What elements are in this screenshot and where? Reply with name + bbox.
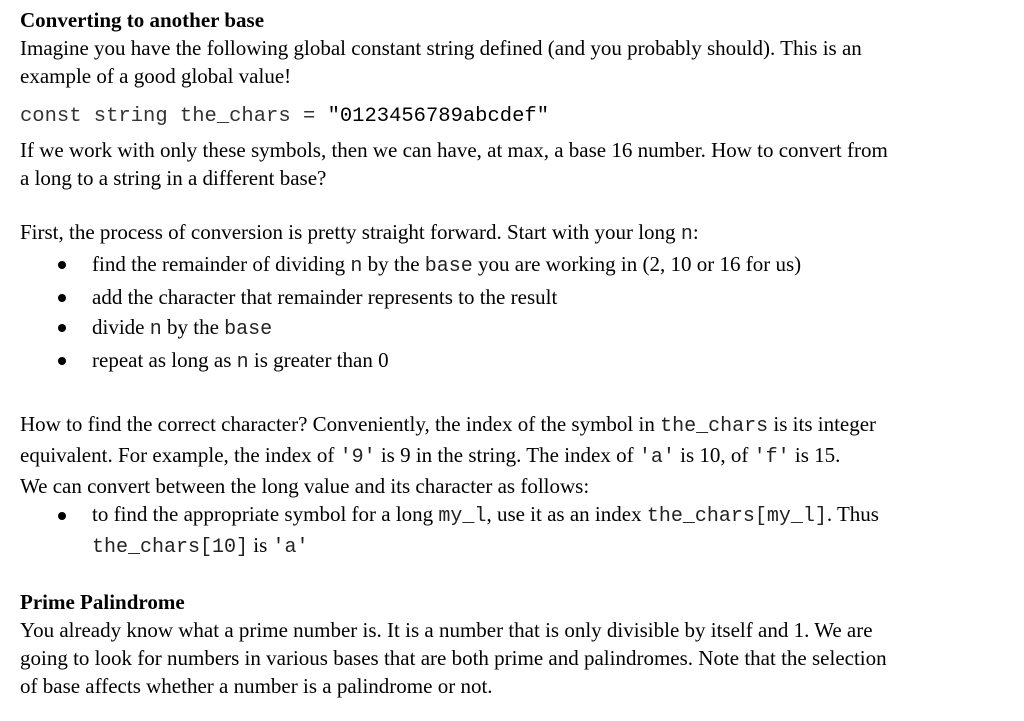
step-code: n xyxy=(236,351,249,374)
list-item xyxy=(20,312,1010,345)
paragraph-text: equivalent. For example, the index of xyxy=(20,443,335,467)
paragraph-text: is its integer xyxy=(773,412,877,436)
find-char-line-3: We can convert between the long value and its character as follows: xyxy=(20,474,590,498)
bullet-dot xyxy=(58,357,66,365)
step-text: find the remainder of dividing xyxy=(92,252,346,276)
step-code: n xyxy=(350,255,363,278)
prime-body-line-1: You already know what a prime number is. It is a number that is only divisible by itself and 1. We are xyxy=(20,618,873,642)
step-text: add the character that remainder represents to the result xyxy=(92,285,558,309)
conversion-steps-list xyxy=(20,249,1010,378)
step-code: base xyxy=(224,318,273,341)
code-declaration-keyword: const string the_chars = xyxy=(20,105,316,128)
list-item xyxy=(20,249,1010,282)
list-item xyxy=(20,345,1010,378)
step-text: repeat as long as xyxy=(92,348,232,372)
tip-text: to find the appropriate symbol for a long xyxy=(92,502,434,526)
bullet-dot xyxy=(58,512,66,520)
paragraph-text: is 15. xyxy=(794,443,841,467)
find-char-line-1 xyxy=(20,410,1010,441)
inline-code: the_chars[10] xyxy=(92,536,249,559)
tip-text: . Thus xyxy=(826,502,879,526)
tip-list xyxy=(20,500,1010,562)
code-declaration-literal: "0123456789abcdef" xyxy=(327,105,549,128)
inline-code: 'f' xyxy=(753,446,790,469)
step-code: base xyxy=(424,255,473,278)
intro-line-2: example of a good global value! xyxy=(20,64,292,88)
tip-text: is xyxy=(253,533,268,557)
process-intro-colon: : xyxy=(692,220,699,244)
inline-code: the_chars xyxy=(660,415,769,438)
document-page xyxy=(20,6,1010,700)
bullet-dot xyxy=(58,324,66,332)
section-heading-prime-palindrome: Prime Palindrome xyxy=(20,590,185,614)
list-item xyxy=(20,500,1010,531)
inline-code: '9' xyxy=(339,446,376,469)
inline-code: 'a' xyxy=(272,536,309,559)
step-text: by the xyxy=(167,315,219,339)
step-text: divide xyxy=(92,315,145,339)
prime-body-line-2: going to look for numbers in various bases that are both prime and palindromes. Note that the selection xyxy=(20,646,887,670)
tip-text: , use it as an index xyxy=(486,502,642,526)
process-intro-text: First, the process of conversion is pretty straight forward. Start with your long xyxy=(20,220,676,244)
inline-code: the_chars[my_l] xyxy=(646,505,827,528)
bullet-dot xyxy=(58,261,66,269)
section-heading-converting: Converting to another base xyxy=(20,8,265,32)
list-item-continuation xyxy=(20,531,1010,562)
step-text: by the xyxy=(367,252,420,276)
code-declaration xyxy=(20,103,1010,131)
inline-code: my_l xyxy=(438,505,487,528)
prime-body-line-3: of base affects whether a number is a palindrome or not. xyxy=(20,674,493,698)
inline-code: 'a' xyxy=(638,446,675,469)
intro-line-1: Imagine you have the following global constant string defined (and you probably should). This is an xyxy=(20,36,862,60)
after-code-line-1: If we work with only these symbols, then we can have, at max, a base 16 number. How to convert from xyxy=(20,138,888,162)
step-text: you are working in (2, 10 or 16 for us) xyxy=(478,252,802,276)
after-code-line-2: a long to a string in a different base? xyxy=(20,166,327,190)
paragraph-text: How to find the correct character? Conveniently, the index of the symbol in xyxy=(20,412,655,436)
process-intro xyxy=(20,218,1010,249)
paragraph-text: is 9 in the string. The index of xyxy=(380,443,634,467)
paragraph-text: is 10, of xyxy=(680,443,749,467)
step-code: n xyxy=(149,318,162,341)
find-char-line-2 xyxy=(20,441,1010,472)
list-item xyxy=(20,282,1010,312)
process-intro-var: n xyxy=(680,223,693,246)
step-text: is greater than 0 xyxy=(253,348,389,372)
bullet-dot xyxy=(58,294,66,302)
